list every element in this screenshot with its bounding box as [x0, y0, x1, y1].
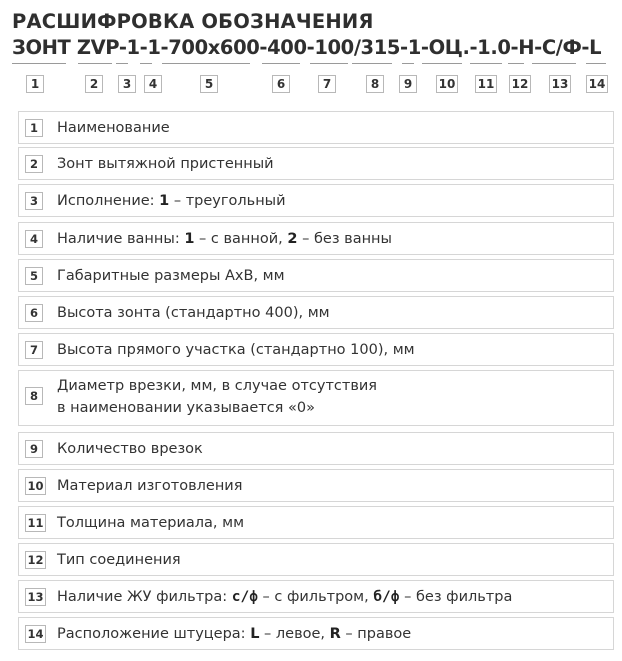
code-value: 1	[159, 192, 170, 209]
row-text: Габаритные размеры АхВ, мм	[57, 267, 285, 284]
row-text: Зонт вытяжной пристенный	[57, 155, 274, 172]
row-number: 4	[25, 230, 43, 248]
text-part: Расположение штуцера:	[57, 625, 251, 642]
row-text	[57, 586, 512, 608]
position-box: 5	[200, 75, 218, 93]
code-underline	[508, 63, 524, 64]
position-box: 10	[436, 75, 458, 93]
code-value: L	[250, 625, 260, 642]
row-number: 13	[25, 588, 46, 606]
position-box: 14	[586, 75, 608, 93]
row-text	[57, 375, 377, 419]
legend-row	[18, 543, 614, 576]
position-box: 3	[118, 75, 136, 93]
position-box: 13	[549, 75, 571, 93]
text-part: – без фильтра	[399, 588, 513, 605]
row-number: 12	[25, 551, 46, 569]
text-part: – треугольный	[169, 192, 286, 209]
row-number: 7	[25, 341, 43, 359]
legend-row	[18, 370, 614, 426]
code-underline	[310, 63, 348, 64]
legend-row	[18, 506, 614, 539]
code-underline	[352, 63, 392, 64]
legend-row	[18, 333, 614, 366]
row-number: 14	[25, 625, 46, 643]
legend-row	[18, 111, 614, 144]
row-text: Тип соединения	[57, 551, 181, 568]
code-underline	[422, 63, 462, 64]
row-number: 8	[25, 387, 43, 405]
text-part: Исполнение:	[57, 192, 160, 209]
code-value: б/ф	[373, 588, 400, 605]
text-line: Диаметр врезки, мм, в случае отсутствия	[57, 378, 378, 394]
row-number: 5	[25, 267, 43, 285]
position-box: 2	[85, 75, 103, 93]
row-text: Толщина материала, мм	[57, 514, 245, 531]
code-underline	[12, 63, 66, 64]
code-value: 2	[287, 230, 298, 247]
row-text	[57, 228, 392, 250]
row-number: 3	[25, 192, 43, 210]
position-box: 8	[366, 75, 384, 93]
code-underline	[402, 63, 414, 64]
position-box: 9	[399, 75, 417, 93]
row-number: 6	[25, 304, 43, 322]
position-box: 4	[144, 75, 162, 93]
text-part: – правое	[340, 625, 412, 642]
row-text: Высота прямого участка (стандартно 100), мм	[57, 341, 415, 358]
row-number: 11	[25, 514, 46, 532]
legend-row	[18, 469, 614, 502]
row-text: Количество врезок	[57, 440, 203, 457]
legend-row	[18, 580, 614, 613]
position-box: 6	[272, 75, 290, 93]
code-value: с/ф	[231, 588, 258, 605]
text-part: – с фильтром,	[257, 588, 374, 605]
row-number: 1	[25, 119, 43, 137]
legend-row	[18, 259, 614, 292]
legend-row	[18, 222, 614, 255]
position-box: 1	[26, 75, 44, 93]
row-number: 10	[25, 477, 46, 495]
row-text	[57, 623, 411, 645]
row-text: Высота зонта (стандартно 400), мм	[57, 304, 330, 321]
code-underline	[116, 63, 128, 64]
code-value: R	[329, 625, 341, 642]
row-text	[57, 190, 286, 212]
title-line-2: ЗОНТ ZVP-1-1-700х600-400-100/315-1-ОЦ.-1.0-Н-С/Ф-L	[12, 36, 602, 59]
text-part: Наличие ЖУ фильтра:	[57, 588, 232, 605]
legend-row	[18, 617, 614, 650]
code-underline	[586, 63, 606, 64]
legend-row	[18, 296, 614, 329]
text-line: в наименовании указывается «0»	[57, 400, 315, 416]
code-underline	[78, 63, 112, 64]
row-number: 2	[25, 155, 43, 173]
code-underline	[532, 63, 576, 64]
position-box: 7	[318, 75, 336, 93]
legend-row	[18, 184, 614, 217]
text-part: – без ванны	[297, 230, 392, 247]
position-box: 11	[475, 75, 497, 93]
row-text: Материал изготовления	[57, 477, 243, 494]
row-text: Наименование	[57, 119, 170, 136]
position-box: 12	[509, 75, 531, 93]
legend-row	[18, 432, 614, 465]
text-part: – с ванной,	[194, 230, 288, 247]
code-underline	[262, 63, 300, 64]
title-line-1: РАСШИФРОВКА ОБОЗНАЧЕНИЯ	[12, 10, 374, 33]
code-underline	[470, 63, 502, 64]
text-part: Наличие ванны:	[57, 230, 185, 247]
code-value: 1	[184, 230, 195, 247]
text-part: – левое,	[259, 625, 330, 642]
code-underline	[162, 63, 250, 64]
code-underline	[140, 63, 152, 64]
legend-row	[18, 147, 614, 180]
row-number: 9	[25, 440, 43, 458]
